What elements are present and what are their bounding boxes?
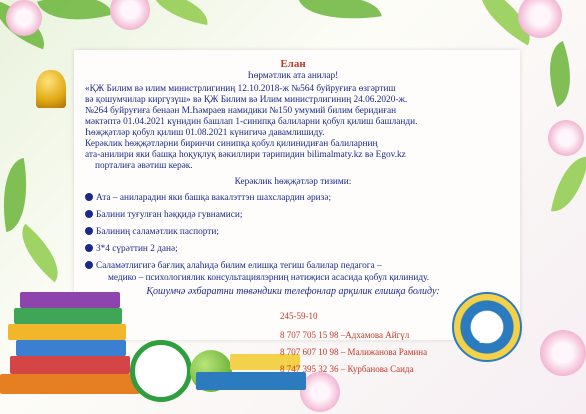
bullet-icon	[85, 193, 93, 201]
paragraph-line: мәктәптә 01.04.2021 күнидин башлап 1-синипқа балиларни қобул қилиш башланди.	[85, 117, 418, 127]
decor-leaf	[9, 224, 72, 282]
decor-flower	[6, 0, 42, 36]
contact-phone: 245-59-10	[280, 311, 318, 321]
paragraph-line: Һөҗҗәтләр қобул қилиш 01.08.2021 күнигичә давамлишиду.	[85, 128, 325, 138]
decor-flower	[300, 372, 340, 412]
decor-flower	[518, 0, 562, 38]
paragraph-line: порталиға әвәтиш керәк.	[95, 161, 193, 171]
bullet-icon	[85, 244, 93, 252]
bullet-icon	[85, 261, 93, 269]
contact-heading: Қошумчә әхбаратни төвәндики телефонлар арқилик елишқа болиду:	[146, 286, 440, 297]
paragraph-line: Керәклик һөҗҗәтләрни биринчи синипқа қобул қилинидиған балиларниң	[85, 139, 378, 149]
decor-leaf	[0, 158, 36, 232]
decor-flower	[110, 0, 150, 30]
list-item: 3*4 сүрәттин 2 данә;	[85, 244, 515, 255]
bullet-icon	[85, 210, 93, 218]
list-item: Балини туғулған һәққидә гувнамиси;	[85, 210, 515, 221]
list-item-continuation: медико – психологиялик консультациялэрниң нәтиҗиси асасида қобул қилиниду.	[108, 273, 430, 283]
paragraph-line: вә қошумчилар киргүзүш» вә ҚЖ Билим вә Илим министрлигиниң 24.06.2020-ж.	[85, 95, 408, 105]
list-title: Керәклик һөҗҗәтләр тизими:	[234, 177, 352, 187]
contact-phone: 8 707 705 15 98 –Адхамова Айгүл	[280, 330, 410, 340]
notice-title: Елан	[280, 58, 306, 70]
list-item: Балиниң саламәтлик паспорти;	[85, 227, 515, 238]
decor-clock	[130, 340, 192, 402]
decor-leaf	[298, 0, 381, 27]
contact-phone: 8 707 607 10 98 – Малижанова Рамина	[280, 347, 428, 357]
decor-book	[14, 308, 122, 324]
decor-book	[8, 324, 126, 340]
decor-book	[0, 374, 140, 394]
decor-flower	[548, 120, 584, 156]
paragraph-line: ата-анилири яки башқа һоқуқлуқ вәкиллири тәрипидин bilimalmaty.kz вә Egov.kz	[85, 150, 406, 160]
seal-number: 150	[479, 338, 491, 345]
list-item: Ата – аниларадин яки башқа вакалэттэн шахслардин әризә;	[85, 193, 515, 204]
decor-flower	[540, 330, 586, 376]
bullet-icon	[85, 227, 93, 235]
decor-book	[16, 340, 126, 356]
paragraph-line: «ҚЖ Билим вә илим министрлигиниң 12.10.2018-ж №564 буйруғиға өзгәртиш	[85, 84, 396, 94]
decor-book	[10, 356, 130, 374]
school-seal-icon	[452, 292, 522, 362]
decor-leaf	[37, 0, 113, 33]
greeting: Һөрмәтлик ата анилар!	[247, 71, 339, 81]
contact-phone: 8 747 395 32 36 – Курбанова Саида	[280, 364, 414, 374]
list-item: Саламәтлигигә бағлиқ алаһидә билим елишқа тегиш балилар педагога –	[85, 261, 515, 272]
decor-leaf	[148, 0, 212, 25]
paragraph-line: №264 буйруғиға бенаән М.Һәмраев намидики №150 умумий билим беридиған	[85, 106, 397, 116]
